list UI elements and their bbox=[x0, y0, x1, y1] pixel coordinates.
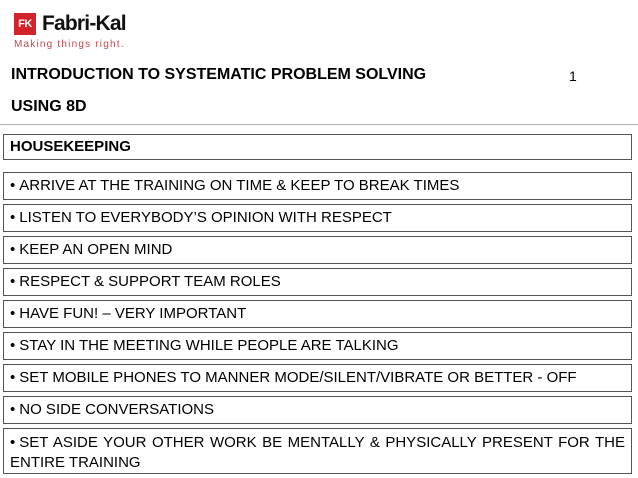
slide-title-line-1: INTRODUCTION TO SYSTEMATIC PROBLEM SOLVING bbox=[11, 66, 427, 83]
bullet-glyph: • bbox=[10, 177, 16, 194]
rule-item bbox=[3, 204, 632, 232]
logo-badge: FK bbox=[14, 13, 36, 35]
rule-item-text: ARRIVE AT THE TRAINING ON TIME & KEEP TO BREAK TIMES bbox=[19, 177, 460, 194]
company-logo bbox=[14, 11, 134, 51]
rule-item-text: HAVE FUN! – VERY IMPORTANT bbox=[19, 305, 247, 322]
rule-item-text: SET ASIDE YOUR OTHER WORK BE MENTALLY & PHYSICALLY PRESENT FOR THE ENTIRE TRAINING bbox=[10, 434, 625, 471]
rule-item-text: SET MOBILE PHONES TO MANNER MODE/SILENT/VIBRATE OR BETTER - OFF bbox=[19, 369, 577, 386]
logo-tagline: Making things right. bbox=[14, 39, 125, 50]
bullet-glyph: • bbox=[10, 209, 16, 226]
rule-item-text: NO SIDE CONVERSATIONS bbox=[19, 401, 215, 418]
section-heading: HOUSEKEEPING bbox=[10, 138, 131, 155]
rule-item bbox=[3, 428, 632, 474]
header-divider bbox=[0, 124, 638, 125]
rule-item bbox=[3, 172, 632, 200]
rule-item-text: KEEP AN OPEN MIND bbox=[19, 241, 173, 258]
slide-title-line-2: USING 8D bbox=[11, 98, 87, 115]
bullet-glyph: • bbox=[10, 305, 16, 322]
rule-item bbox=[3, 268, 632, 296]
rule-item bbox=[3, 332, 632, 360]
rule-item bbox=[3, 300, 632, 328]
section-heading-box bbox=[3, 134, 632, 160]
logo-wordmark: Fabri-Kal bbox=[42, 12, 126, 35]
rule-item bbox=[3, 364, 632, 392]
bullet-glyph: • bbox=[10, 369, 16, 386]
rule-item bbox=[3, 236, 632, 264]
rule-item-text: RESPECT & SUPPORT TEAM ROLES bbox=[19, 273, 281, 290]
bullet-glyph: • bbox=[10, 434, 16, 451]
rule-item bbox=[3, 396, 632, 424]
rule-item-text: STAY IN THE MEETING WHILE PEOPLE ARE TALKING bbox=[19, 337, 399, 354]
bullet-glyph: • bbox=[10, 401, 16, 418]
bullet-glyph: • bbox=[10, 337, 16, 354]
bullet-glyph: • bbox=[10, 273, 16, 290]
slide-number: 1 bbox=[569, 68, 577, 84]
rule-item-text: LISTEN TO EVERYBODY’S OPINION WITH RESPECT bbox=[19, 209, 392, 226]
bullet-glyph: • bbox=[10, 241, 16, 258]
